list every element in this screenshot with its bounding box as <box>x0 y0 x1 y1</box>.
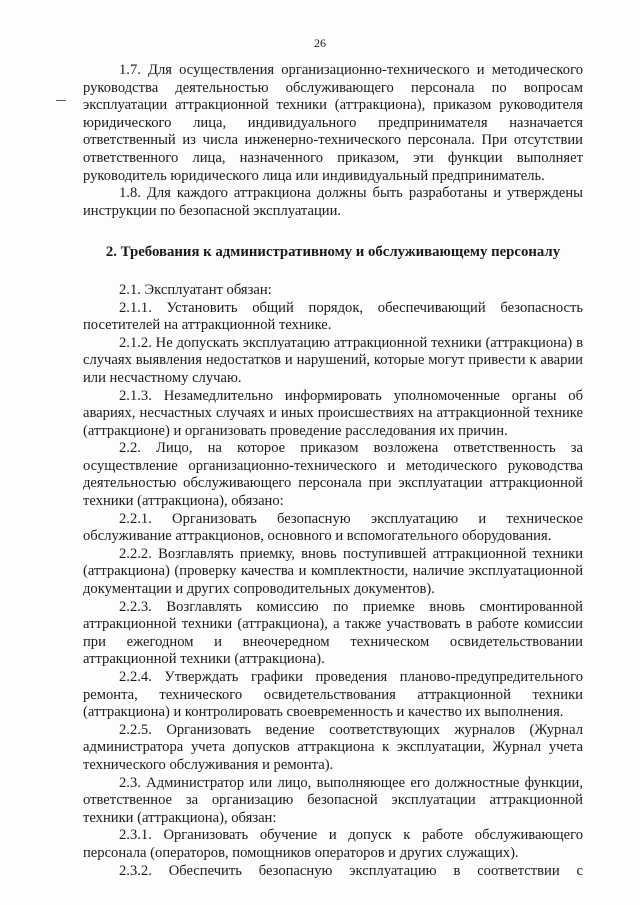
paragraph-2-3-1: 2.3.1. Организовать обучение и допуск к работе обслуживающего персонала (операторов, помощников операторов и других служащих). <box>83 827 583 861</box>
paragraph-2-1-2: 2.1.2. Не допускать эксплуатацию аттракционной техники (аттракциона) в случаях выявления недостатков и нарушений, которые могут привести к аварии или несчастному случаю. <box>83 334 583 386</box>
paragraph-2-3: 2.3. Администратор или лицо, выполняющее его должностные функции, ответственное за организацию безопасной эксплуатации аттракционной техники (аттракциона), обязан: <box>83 774 583 826</box>
document-body <box>83 62 583 880</box>
paragraph-1-8: 1.8. Для каждого аттракциона должны быть разработаны и утверждены инструкции по безопасной эксплуатации. <box>83 185 583 219</box>
paragraph-2-2-2: 2.2.2. Возглавлять приемку, вновь поступившей аттракционной техники (аттракциона) (проверку качества и комплектности, наличие эксплуатационной документации и других сопроводительных документов). <box>83 545 583 598</box>
paragraph-2-1-3: 2.1.3. Незамедлительно информировать уполномоченные органы об авариях, несчастных случаях и иных происшествиях на аттракционной технике (аттракционе) и организовать проведение расследования их причин. <box>83 387 583 439</box>
paragraph-2-2-5: 2.2.5. Организовать ведение соответствующих журналов (Журнал администратора учета допусков аттракциона к эксплуатации, Журнал учета технического обслуживания и ремонта). <box>83 721 583 773</box>
paragraph-2-2: 2.2. Лицо, на которое приказом возложена ответственность за осуществление организационно-технического и методического руководства деятельностью обслуживающего персонала при эксплуатации аттракционной техники (аттракциона), обязано: <box>83 440 583 510</box>
paragraph-1-7: 1.7. Для осуществления организационно-технического и методического руководства деятельностью обслуживающего персонала по вопросам эксплуатации аттракционной техники (аттракциона), приказом руководителя юридического лица, индивидуального предпринимателя назначается ответственный из числа инженерно-технического персонала. При отсутствии ответственного лица, назначенного приказом, эти функции выполняет руководитель юридического лица или индивидуальный предприниматель. <box>83 62 583 184</box>
margin-mark <box>56 100 66 101</box>
paragraph-2-1-1: 2.1.1. Установить общий порядок, обеспечивающий безопасность посетителей на аттракционной технике. <box>83 299 583 334</box>
paragraph-2-2-1: 2.2.1. Организовать безопасную эксплуатацию и техническое обслуживание аттракционов, основного и вспомогательного оборудования. <box>83 510 583 545</box>
paragraph-2-2-4: 2.2.4. Утверждать графики проведения планово-предупредительного ремонта, технического освидетельствования аттракционной техники (аттракциона) и контролировать своевременность и качество их выполнения. <box>83 669 583 721</box>
section-2-heading: 2. Требования к административному и обслуживающему персоналу <box>105 244 561 261</box>
paragraph-2-3-2: 2.3.2. Обеспечить безопасную эксплуатацию в соответствии с <box>119 862 583 879</box>
paragraph-2-2-3: 2.2.3. Возглавлять комиссию по приемке вновь смонтированной аттракционной техники (аттракциона), а также участвовать в работе комиссии при ежегодном и внеочередном техническом освидетельствовании аттракционной техники (аттракциона). <box>83 598 583 668</box>
page-number: 26 <box>314 36 326 50</box>
paragraph-2-1: 2.1. Эксплуатант обязан: <box>119 281 272 298</box>
